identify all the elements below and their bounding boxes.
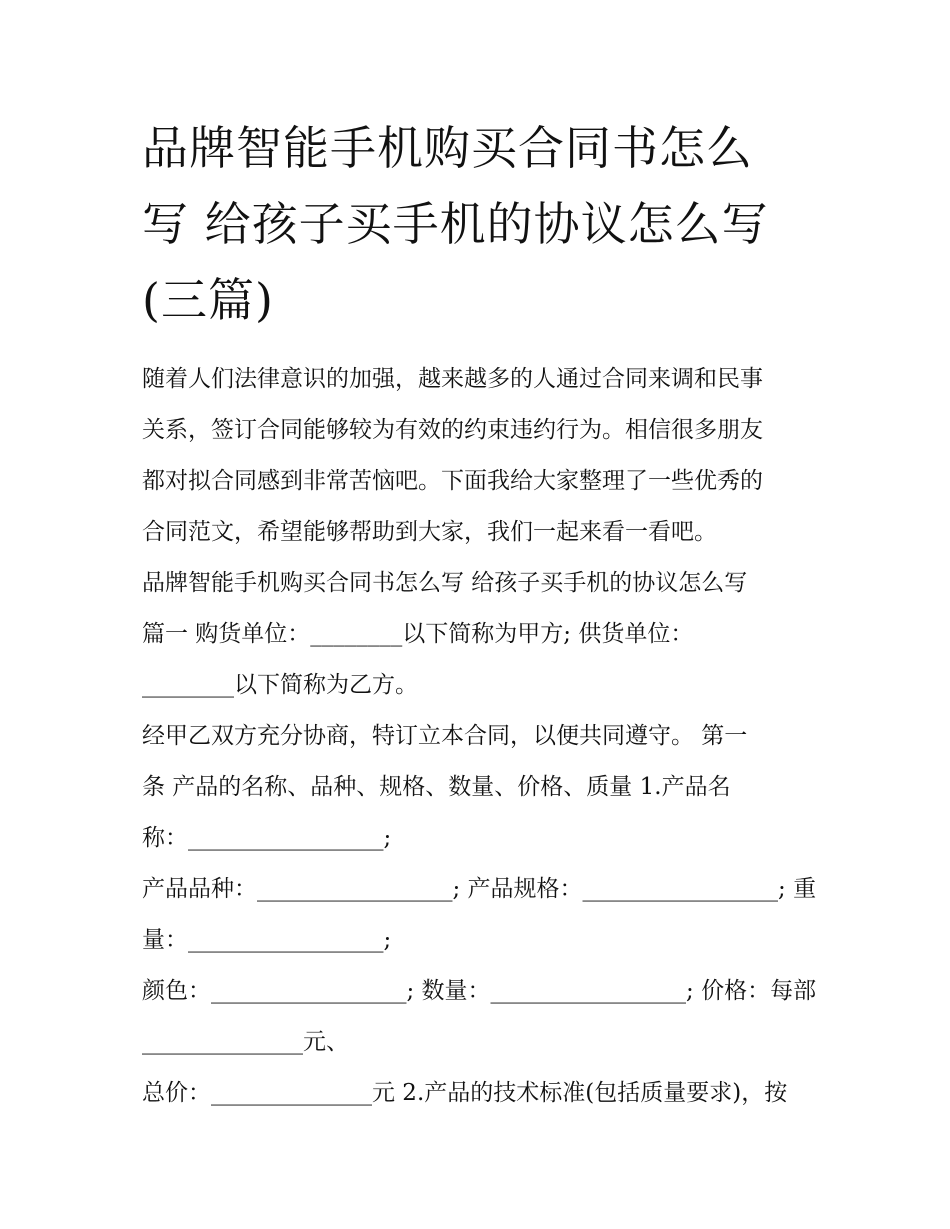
contract-line: 篇一 购货单位：________以下简称为甲方; 供货单位： — [142, 621, 694, 647]
contract-line: 总价：______________元 2.产品的技术标准(包括质量要求)，按 — [142, 1080, 788, 1106]
contract-line: 量：_________________; — [142, 927, 392, 953]
document-title — [142, 110, 822, 338]
intro-line: 合同范文，希望能够帮助到大家，我们一起来看一看吧。 — [142, 519, 717, 545]
title-line: 写 给孩子买手机的协议怎么写 — [142, 197, 769, 251]
intro-line: 随着人们法律意识的加强，越来越多的人通过合同来调和民事 — [142, 366, 763, 392]
title-line: (三篇) — [142, 273, 274, 327]
title-line: 品牌智能手机购买合同书怎么 — [142, 121, 753, 175]
intro-line: 都对拟合同感到非常苦恼吧。下面我给大家整理了一些优秀的 — [142, 468, 763, 494]
contract-line: ________以下简称为乙方。 — [142, 672, 418, 698]
section-heading: 品牌智能手机购买合同书怎么写 给孩子买手机的协议怎么写 — [142, 570, 748, 596]
contract-line: 颜色：_________________; 数量：_________________; 价格：每部 — [142, 978, 817, 1004]
contract-line: 产品品种：_________________; 产品规格：_________________; 重 — [142, 876, 817, 902]
contract-line: 经甲乙双方充分协商，特订立本合同，以便共同遵守。 第一 — [142, 723, 748, 749]
contract-line: ______________元、 — [142, 1029, 349, 1055]
contract-line: 称：_________________; — [142, 825, 392, 851]
intro-line: 关系，签订合同能够较为有效的约束违约行为。相信很多朋友 — [142, 417, 763, 443]
contract-line: 条 产品的名称、品种、规格、数量、价格、质量 1.产品名 — [142, 774, 731, 800]
document-body — [142, 354, 817, 1119]
